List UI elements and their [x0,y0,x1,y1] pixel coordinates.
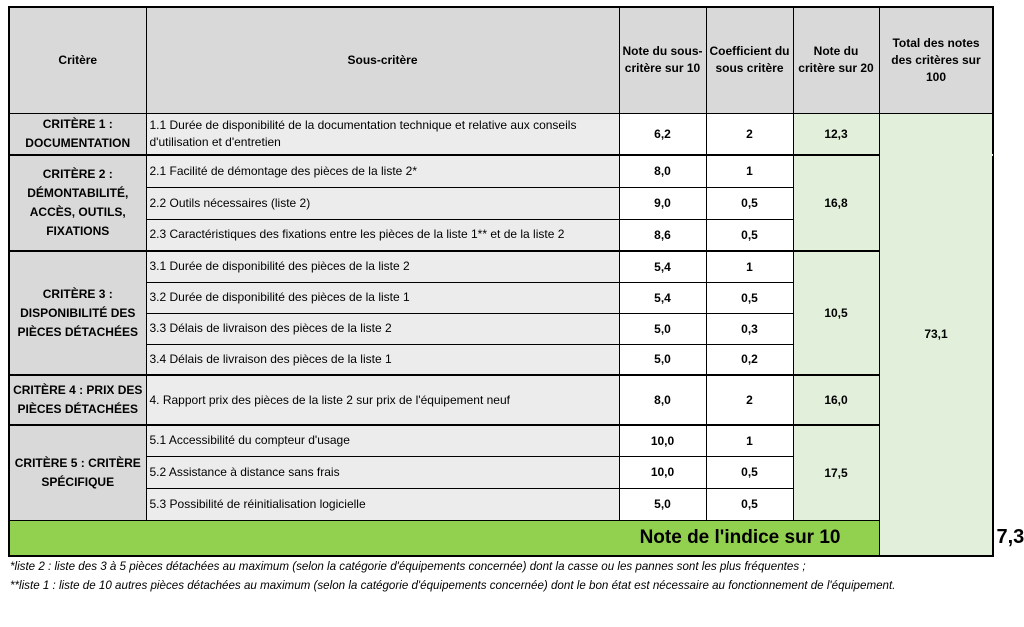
sub-note-3-2: 5,4 [619,282,706,313]
header-sous-critere: Sous-critère [146,7,619,113]
coef-2-1: 1 [706,155,793,187]
criterion-4-label: CRITÈRE 4 : PRIX DES PIÈCES DÉTACHÉES [9,375,146,425]
criterion-3-label: CRITÈRE 3 : DISPONIBILITÉ DES PIÈCES DÉTACHÉES [9,251,146,375]
coef-2-2: 0,5 [706,187,793,219]
index-score-label: Note de l'indice sur 10 [9,520,879,556]
coef-4: 2 [706,375,793,425]
sub-criterion-2-3: 2.3 Caractéristiques des fixations entre les pièces de la liste 1** et de la liste 2 [146,219,619,251]
criterion-3-note: 10,5 [793,251,879,375]
coef-3-1: 1 [706,251,793,282]
repairability-score-table: Critère Sous-critère Note du sous-critère sur 10 Coefficient du sous critère Note du critère sur 20 Total des notes des critères sur 100 CRITÈRE 1 : DOCUMENTATION 1.1 Durée de disponibilité de la documentation technique et relative aux conseils d'utilisation et d'entretien 6,2 2 12,3 73,1 CRITÈRE 2 : DÉMONTABILITÉ, ACCÈS, OUTILS, FIXATIONS 2.1 Facilité de démontage des pièces de la liste 2* 8,0 1 16,8 2.2 Outils nécessaires (liste 2) 9,0 0,5 2.3 Caractéristiques des fixations entre les pièces de la liste 1** et de la liste 2 8,6 0,5 CRITÈRE 3 : DISPONIBILITÉ DES PIÈCES DÉTACHÉES 3.1 Durée de disponibilité des pièces de la liste 2 5,4 1 10,5 3.2 Durée de disponibilité des pièces de la liste 1 5,4 0,5 3.3 Délais de livraison des pièces de la liste 2 5,0 0,3 3.4 Délais de livraison des pièces de la liste 1 5,0 0,2 CRITÈRE 4 : PRIX DES PIÈCES DÉTACHÉES 4. Rapport prix des pièces de la liste 2 sur prix de l'équipement neuf 8,0 2 16,0 CRITÈRE 5 : CRITÈRE SPÉCIFIQUE 5.1 Accessibilité du compteur d'usage 10,0 1 17,5 5.2 Assistance à distance sans frais 10,0 0,5 5.3 Possibilité de réinitialisation logicielle 5,0 0,5 Note de l'indice sur 10 7,3 [8,6,994,557]
sub-criterion-1-1: 1.1 Durée de disponibilité de la documentation technique et relative aux conseils d'utilisation et d'entretien [146,113,619,155]
criterion-2-note: 16,8 [793,155,879,251]
coef-3-4: 0,2 [706,344,793,375]
sub-criterion-5-2: 5.2 Assistance à distance sans frais [146,456,619,488]
sub-note-3-4: 5,0 [619,344,706,375]
sub-note-1-1: 6,2 [619,113,706,155]
coef-5-2: 0,5 [706,456,793,488]
criterion-5-label: CRITÈRE 5 : CRITÈRE SPÉCIFIQUE [9,425,146,520]
criterion-1-note: 12,3 [793,113,879,155]
sub-criterion-5-1: 5.1 Accessibilité du compteur d'usage [146,425,619,456]
coef-2-3: 0,5 [706,219,793,251]
sub-criterion-3-3: 3.3 Délais de livraison des pièces de la liste 2 [146,313,619,344]
sub-note-3-1: 5,4 [619,251,706,282]
sub-criterion-4: 4. Rapport prix des pièces de la liste 2 sur prix de l'équipement neuf [146,375,619,425]
sub-note-4: 8,0 [619,375,706,425]
coef-5-3: 0,5 [706,488,793,520]
criterion-1-label: CRITÈRE 1 : DOCUMENTATION [9,113,146,155]
sub-criterion-2-1: 2.1 Facilité de démontage des pièces de la liste 2* [146,155,619,187]
coef-3-3: 0,3 [706,313,793,344]
sub-note-5-1: 10,0 [619,425,706,456]
criterion-5-note: 17,5 [793,425,879,520]
sub-note-2-1: 8,0 [619,155,706,187]
coef-1-1: 2 [706,113,793,155]
header-note-critere: Note du critère sur 20 [793,7,879,113]
sub-note-2-2: 9,0 [619,187,706,219]
sub-note-2-3: 8,6 [619,219,706,251]
criterion-2-label: CRITÈRE 2 : DÉMONTABILITÉ, ACCÈS, OUTILS, FIXATIONS [9,155,146,251]
footnote-liste-1: **liste 1 : liste de 10 autres pièces détachées au maximum (selon la catégorie d'équipements concernée) dont le bon état est nécessaire au fonctionnement de l'équipement. [10,579,896,592]
header-note-sous-critere: Note du sous-critère sur 10 [619,7,706,113]
criterion-4-note: 16,0 [793,375,879,425]
sub-criterion-2-2: 2.2 Outils nécessaires (liste 2) [146,187,619,219]
sub-note-5-3: 5,0 [619,488,706,520]
header-total: Total des notes des critères sur 100 [879,7,993,113]
sub-criterion-3-2: 3.2 Durée de disponibilité des pièces de la liste 1 [146,282,619,313]
sub-criterion-3-1: 3.1 Durée de disponibilité des pièces de la liste 2 [146,251,619,282]
sub-criterion-3-4: 3.4 Délais de livraison des pièces de la liste 1 [146,344,619,375]
coef-3-2: 0,5 [706,282,793,313]
sub-criterion-5-3: 5.3 Possibilité de réinitialisation logicielle [146,488,619,520]
total-100: 73,1 [879,113,993,556]
footnote-liste-2: *liste 2 : liste des 3 à 5 pièces détachées au maximum (selon la catégorie d'équipements concernée) dont la casse ou les pannes sont les plus fréquentes ; [10,560,806,573]
sub-note-3-3: 5,0 [619,313,706,344]
header-critere: Critère [9,7,146,113]
sub-note-5-2: 10,0 [619,456,706,488]
header-coefficient: Coefficient du sous critère [706,7,793,113]
coef-5-1: 1 [706,425,793,456]
footnotes [10,557,995,595]
